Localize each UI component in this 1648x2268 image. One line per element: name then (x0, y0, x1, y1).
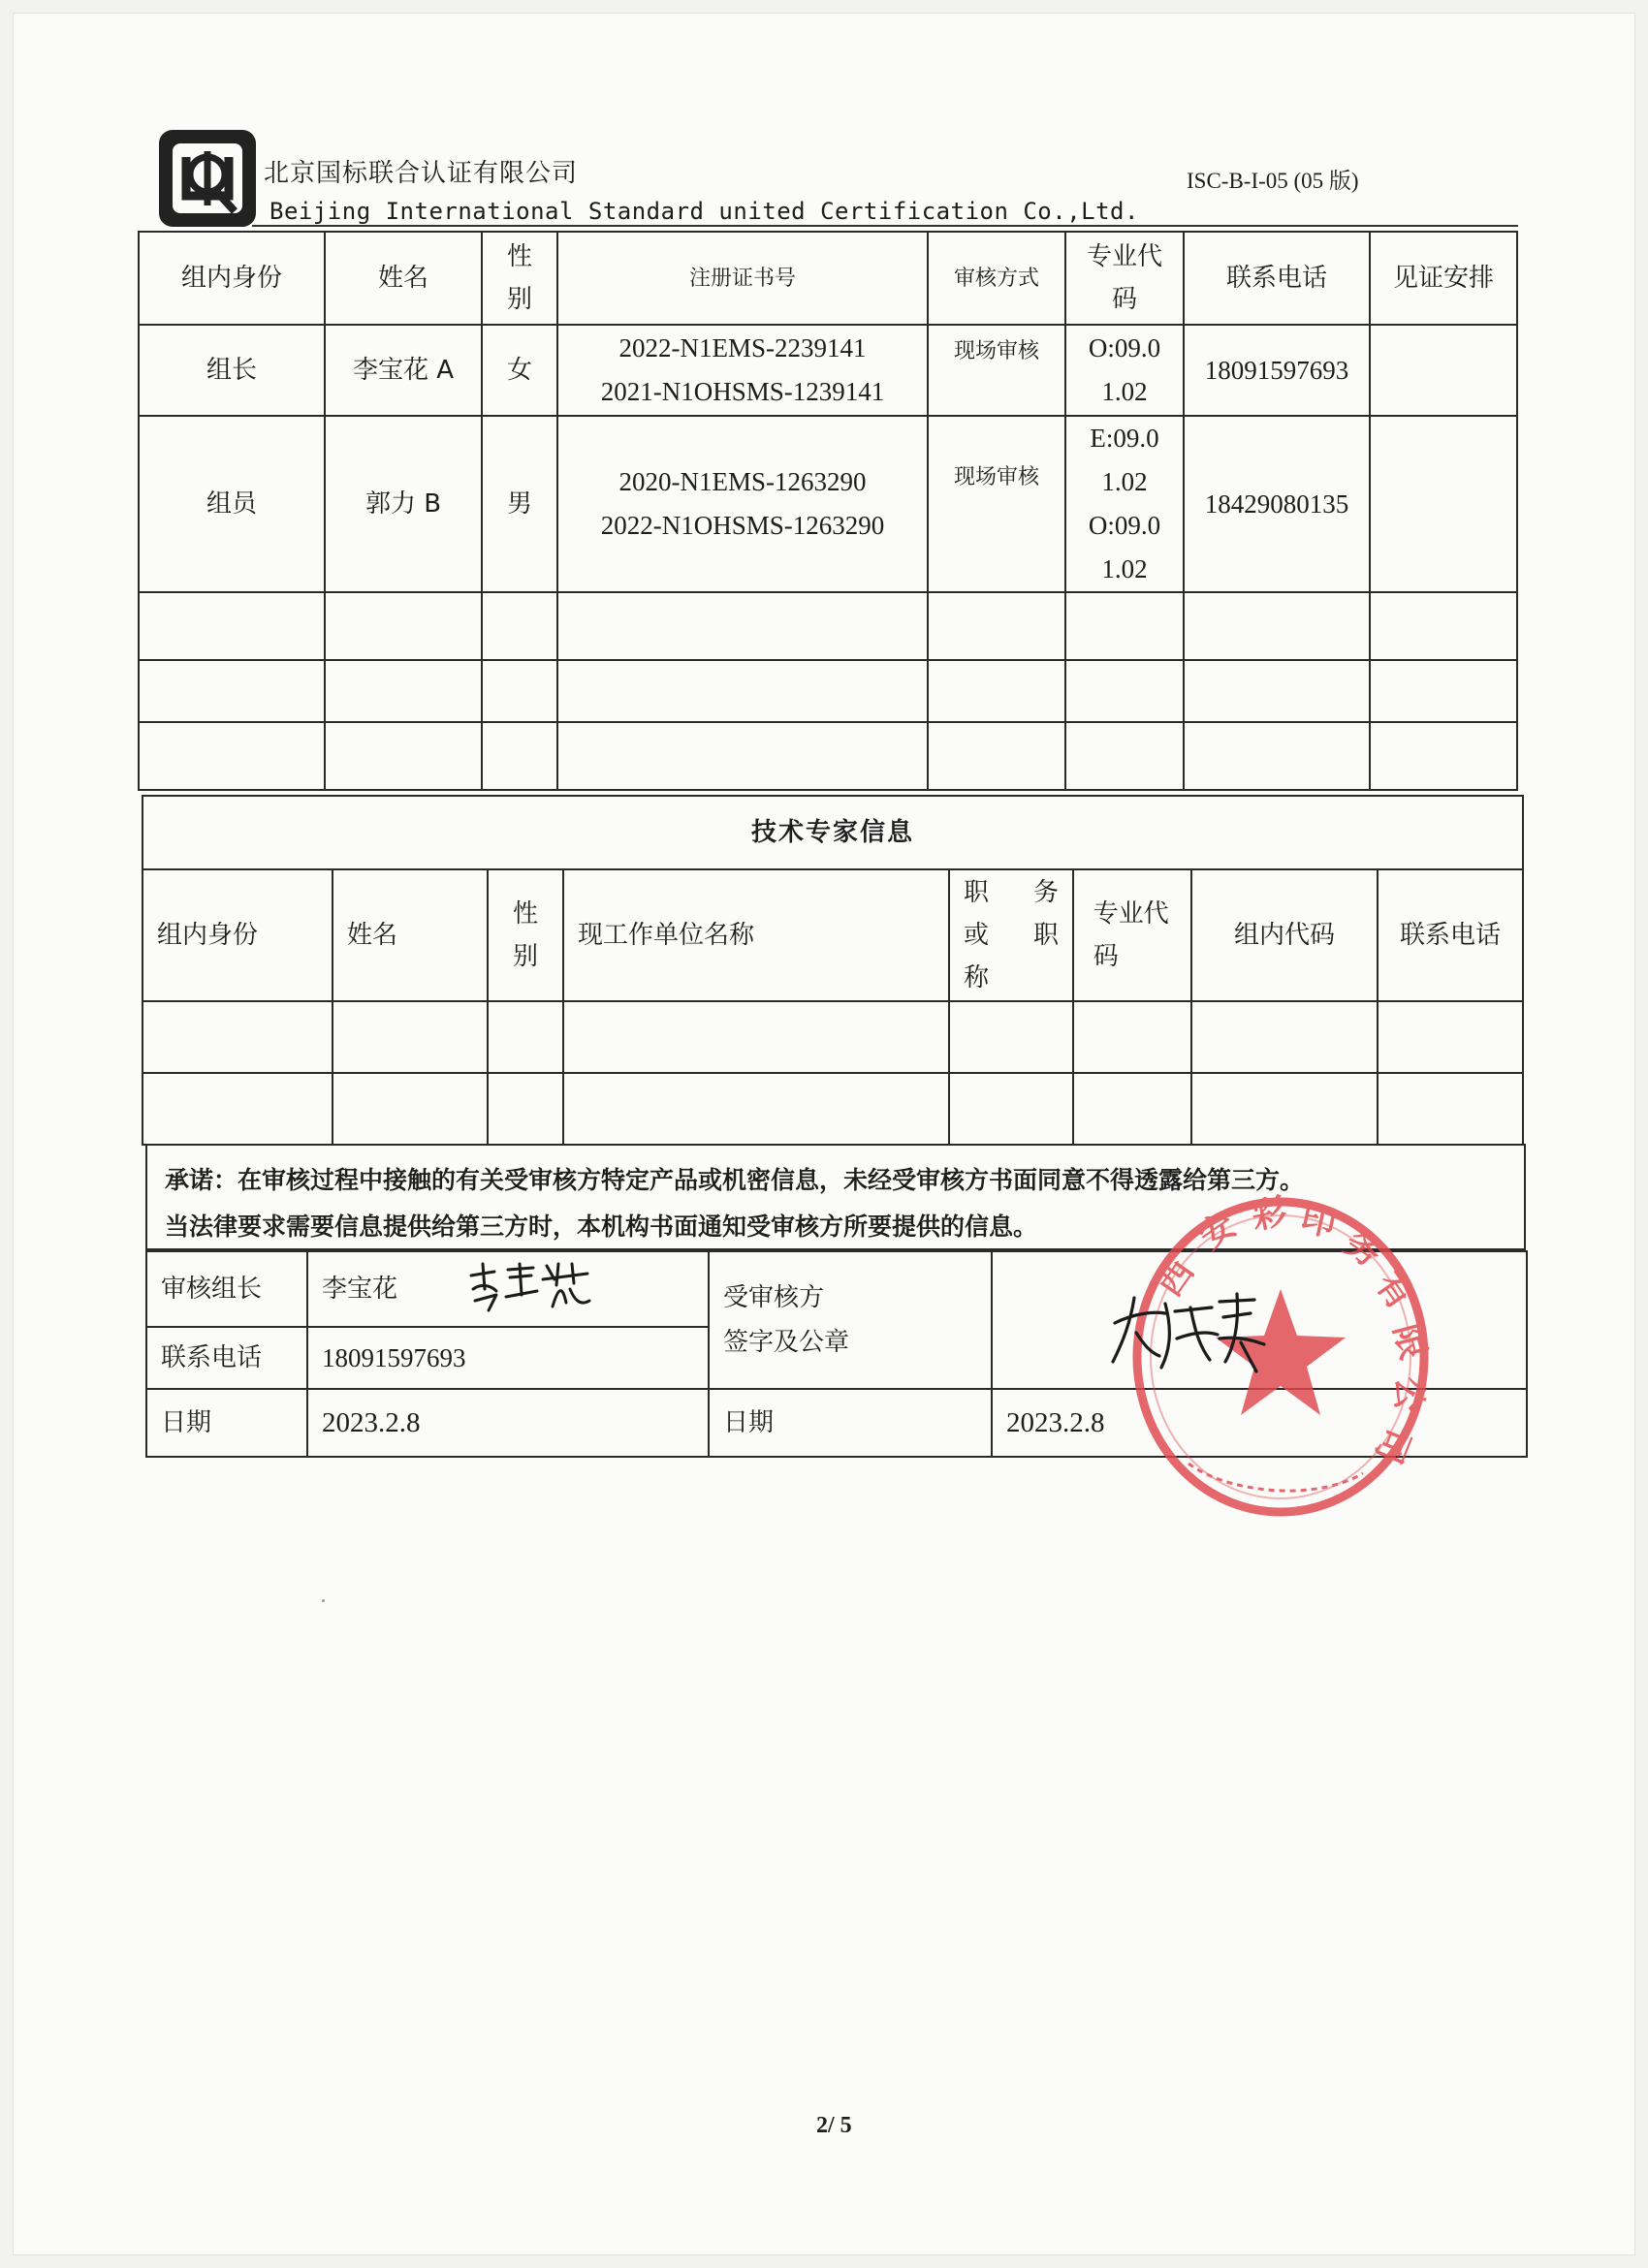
expert-table (142, 795, 1524, 1146)
auditee-date-value: 2023.2.8 (992, 1389, 1527, 1457)
title-char: 务 (1032, 878, 1059, 907)
cell-role: 组长 (139, 325, 325, 416)
code-line: 1.02 (1101, 554, 1148, 583)
cert-line-2: 2021-N1OHSMS-1239141 (600, 377, 885, 406)
expert-header-employer: 现工作单位名称 (563, 869, 949, 1001)
cell-audit-method: 现场审核 (928, 416, 1065, 592)
svg-text:有: 有 (1367, 1265, 1420, 1317)
cell-witness (1370, 416, 1517, 592)
expert-section-title: 技术专家信息 (143, 796, 1523, 869)
header-witness: 见证安排 (1370, 232, 1517, 325)
code-line: E:09.0 (1090, 424, 1159, 453)
cell-cert-no (557, 325, 928, 416)
expert-header-team-code: 组内代码 (1191, 869, 1378, 1001)
code-line: O:09.0 (1088, 333, 1161, 362)
svg-text:印: 印 (1297, 1198, 1340, 1245)
auditee-sign-label (709, 1251, 992, 1389)
auditee-label-2: 签字及公章 (723, 1328, 850, 1357)
cell-name: 郭力 B (325, 416, 482, 592)
pledge-line-1: 承诺：在审核过程中接触的有关受审核方特定产品或机密信息，未经受审核方书面同意不得透露给第三方。 (165, 1166, 1305, 1194)
cert-line-1: 2020-N1EMS-1263290 (618, 467, 867, 496)
header-audit-method: 审核方式 (928, 232, 1065, 325)
table-row-empty (139, 592, 1517, 660)
table-row-empty (139, 722, 1517, 790)
code-line: 1.02 (1101, 467, 1148, 496)
svg-text:公: 公 (1387, 1375, 1429, 1413)
header-gender (482, 232, 557, 325)
company-name-cn: 北京国标联合认证有限公司 (264, 159, 579, 188)
expert-header-specialty-code-text: 专业代码 (1093, 899, 1169, 971)
code-line: O:09.0 (1088, 511, 1161, 540)
svg-text:司: 司 (1367, 1421, 1417, 1469)
svg-text:务: 务 (1336, 1222, 1388, 1276)
company-name-en: Beijing International Standard united Certification Co.,Ltd. (269, 198, 1139, 225)
cell-specialty-code (1065, 416, 1184, 592)
svg-text:彩: 彩 (1248, 1191, 1291, 1238)
phone-value: 18091597693 (307, 1327, 709, 1389)
cell-audit-method: 现场审核 (928, 325, 1065, 416)
header-specialty-code-text: 专业代码 (1086, 242, 1162, 314)
header-specialty-code (1065, 232, 1184, 325)
audit-team-table (138, 231, 1518, 791)
svg-text:限: 限 (1385, 1319, 1434, 1365)
cell-witness (1370, 325, 1517, 416)
document-code: ISC-B-I-05 (05 版) (1187, 169, 1359, 193)
expert-header-name: 姓名 (333, 869, 488, 1001)
header-cert-no: 注册证书号 (557, 232, 928, 325)
auditee-label-1: 受审核方 (723, 1283, 825, 1312)
leader-label: 审核组长 (146, 1251, 307, 1327)
phone-label: 联系电话 (146, 1327, 307, 1389)
cell-phone: 18429080135 (1184, 416, 1370, 592)
scan-speck (322, 1599, 325, 1602)
cell-specialty-code (1065, 325, 1184, 416)
code-line: 1.02 (1101, 377, 1148, 406)
expert-header-phone: 联系电话 (1378, 869, 1523, 1001)
table-row-empty (143, 1073, 1523, 1145)
auditee-date-label: 日期 (709, 1389, 992, 1457)
cert-line-2: 2022-N1OHSMS-1263290 (600, 511, 885, 540)
header-name: 姓名 (325, 232, 482, 325)
leader-name: 李宝花 (307, 1251, 709, 1327)
title-char: 职 (964, 878, 990, 907)
date-label: 日期 (146, 1389, 307, 1457)
expert-header-gender (488, 869, 563, 1001)
table-row-empty (139, 660, 1517, 722)
cell-role: 组员 (139, 416, 325, 592)
table-row-empty (143, 1001, 1523, 1073)
svg-text:西: 西 (1149, 1252, 1203, 1305)
cell-gender: 男 (482, 416, 557, 592)
page-number: 2/ 5 (816, 2113, 852, 2138)
title-char: 或 (964, 921, 990, 950)
cell-cert-no (557, 416, 928, 592)
table-row (139, 416, 1517, 592)
header-gender-text: 性别 (506, 242, 532, 314)
expert-header-title (949, 869, 1073, 1001)
svg-text:安: 安 (1191, 1205, 1244, 1258)
expert-header-role: 组内身份 (143, 869, 333, 1001)
cell-gender: 女 (482, 325, 557, 416)
date-value: 2023.2.8 (307, 1389, 709, 1457)
table-row (139, 325, 1517, 416)
isc-certification-logo (157, 128, 258, 229)
expert-header-specialty-code (1073, 869, 1191, 1001)
cell-name: 李宝花 A (325, 325, 482, 416)
header-role: 组内身份 (139, 232, 325, 325)
header-divider (252, 225, 1518, 227)
header-phone: 联系电话 (1184, 232, 1370, 325)
pledge-line-2: 当法律要求需要信息提供给第三方时，本机构书面通知受审核方所要提供的信息。 (165, 1213, 1038, 1241)
cert-line-1: 2022-N1EMS-2239141 (618, 333, 867, 362)
title-char: 称 (964, 963, 990, 992)
leader-signature (465, 1256, 591, 1314)
cell-phone: 18091597693 (1184, 325, 1370, 416)
title-char: 职 (1032, 921, 1059, 950)
auditee-signature (1105, 1284, 1270, 1381)
expert-header-gender-text: 性别 (512, 899, 538, 971)
